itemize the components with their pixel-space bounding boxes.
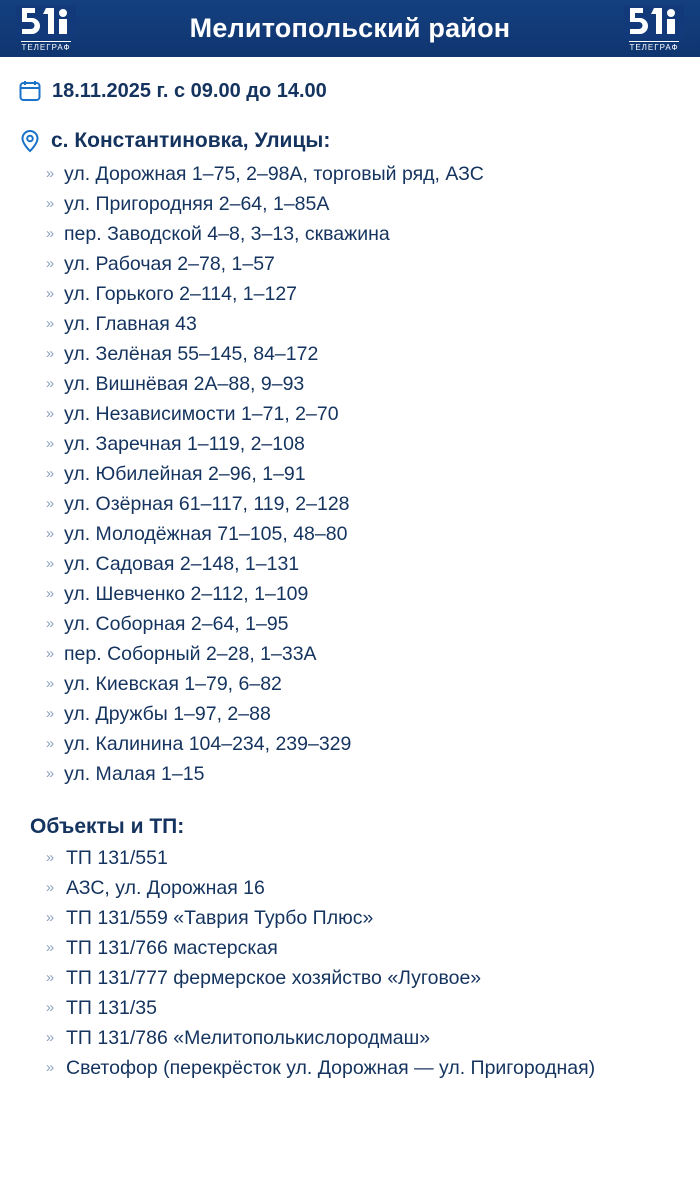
object-item [42, 1023, 682, 1053]
chevron-right-icon: » [45, 405, 55, 422]
objects-section-title: Объекты и ТП: [30, 815, 185, 838]
chevron-right-icon: » [45, 375, 55, 392]
object-item-label: ТП 131/786 «Мелитополькислородмаш» [66, 1027, 431, 1049]
street-item-label: ул. Независимости 1–71, 2–70 [64, 403, 339, 425]
object-item [42, 1053, 682, 1083]
street-item-label: ул. Садовая 2–148, 1–131 [64, 553, 300, 575]
chevron-right-icon: » [45, 615, 55, 632]
chevron-right-icon: » [45, 255, 55, 272]
street-item [42, 279, 682, 309]
street-item-label: ул. Рабочая 2–78, 1–57 [64, 253, 275, 275]
chevron-right-icon: » [45, 525, 55, 542]
schedule-row [18, 79, 682, 103]
chevron-right-icon: » [45, 645, 55, 662]
street-item-label: ул. Молодёжная 71–105, 48–80 [64, 523, 348, 545]
object-item [42, 993, 682, 1023]
page-header [0, 0, 700, 57]
street-item [42, 309, 682, 339]
chevron-right-icon: » [45, 999, 55, 1016]
chevron-right-icon: » [45, 585, 55, 602]
logo-left [10, 4, 82, 54]
street-item-label: ул. Пригородняя 2–64, 1–85А [64, 193, 330, 215]
street-item [42, 729, 682, 759]
chevron-right-icon: » [45, 555, 55, 572]
street-item-label: ул. Зелёная 55–145, 84–172 [64, 343, 319, 365]
chevron-right-icon: » [45, 909, 55, 926]
chevron-right-icon: » [45, 849, 55, 866]
chevron-right-icon: » [45, 765, 55, 782]
street-item-label: ул. Калинина 104–234, 239–329 [64, 733, 352, 755]
street-item-label: ул. Киевская 1–79, 6–82 [64, 673, 282, 695]
street-item [42, 759, 682, 789]
chevron-right-icon: » [45, 1059, 55, 1076]
street-item-label: ул. Соборная 2–64, 1–95 [64, 613, 289, 635]
chevron-right-icon: » [45, 225, 55, 242]
chevron-right-icon: » [45, 969, 55, 986]
street-item [42, 429, 682, 459]
calendar-icon [18, 79, 42, 103]
chevron-right-icon: » [45, 939, 55, 956]
street-item [42, 189, 682, 219]
objects-list [18, 843, 682, 1083]
chevron-right-icon: » [45, 675, 55, 692]
logo-right-subtitle: ТЕЛЕГРАФ [629, 43, 679, 52]
street-item [42, 489, 682, 519]
street-item-label: ул. Дружбы 1–97, 2–88 [64, 703, 271, 725]
street-item [42, 579, 682, 609]
object-item [42, 843, 682, 873]
object-item [42, 933, 682, 963]
street-item [42, 369, 682, 399]
chevron-right-icon: » [45, 495, 55, 512]
street-item [42, 549, 682, 579]
street-item [42, 669, 682, 699]
street-item [42, 609, 682, 639]
street-item-label: ул. Малая 1–15 [64, 763, 205, 785]
street-item-label: ул. Юбилейная 2–96, 1–91 [64, 463, 306, 485]
content-area [0, 57, 700, 1113]
street-item [42, 699, 682, 729]
object-item-label: ТП 131/766 мастерская [66, 937, 278, 959]
street-list [18, 159, 682, 789]
logo-right [618, 4, 690, 54]
street-item [42, 159, 682, 189]
street-item-label: ул. Вишнёвая 2А–88, 9–93 [64, 373, 305, 395]
street-item [42, 639, 682, 669]
chevron-right-icon: » [45, 285, 55, 302]
chevron-right-icon: » [45, 1029, 55, 1046]
object-item-label: ТП 131/35 [66, 997, 157, 1019]
chevron-right-icon: » [45, 165, 55, 182]
chevron-right-icon: » [45, 345, 55, 362]
street-item-label: ул. Главная 43 [64, 313, 197, 335]
telegraph-logo-icon [624, 5, 684, 39]
location-title: с. Константиновка, Улицы: [51, 129, 331, 152]
location-row [18, 129, 682, 153]
street-item [42, 339, 682, 369]
object-item-label: АЗС, ул. Дорожная 16 [66, 877, 265, 899]
object-item [42, 963, 682, 993]
chevron-right-icon: » [45, 435, 55, 452]
street-item [42, 219, 682, 249]
street-item [42, 519, 682, 549]
street-item-label: ул. Горького 2–114, 1–127 [64, 283, 298, 305]
chevron-right-icon: » [45, 735, 55, 752]
chevron-right-icon: » [45, 879, 55, 896]
object-item-label: ТП 131/551 [66, 847, 168, 869]
schedule-text: 18.11.2025 г. с 09.00 до 14.00 [52, 79, 327, 102]
street-item-label: ул. Заречная 1–119, 2–108 [64, 433, 305, 455]
object-item-label: Светофор (перекрёсток ул. Дорожная — ул. Пригородная) [66, 1057, 596, 1079]
street-item [42, 399, 682, 429]
street-item [42, 459, 682, 489]
object-item-label: ТП 131/777 фермерское хозяйство «Луговое» [66, 967, 482, 989]
chevron-right-icon: » [45, 315, 55, 332]
chevron-right-icon: » [45, 465, 55, 482]
street-item-label: пер. Заводской 4–8, 3–13, скважина [64, 223, 390, 245]
street-item-label: ул. Дорожная 1–75, 2–98А, торговый ряд, АЗС [64, 163, 484, 185]
telegraph-logo-icon [16, 5, 76, 39]
street-item [42, 249, 682, 279]
chevron-right-icon: » [45, 195, 55, 212]
logo-left-subtitle: ТЕЛЕГРАФ [21, 43, 71, 52]
map-pin-icon [18, 129, 42, 153]
page-title: Мелитопольский район [189, 13, 511, 43]
street-item-label: пер. Соборный 2–28, 1–33А [64, 643, 317, 665]
object-item [42, 903, 682, 933]
street-item-label: ул. Шевченко 2–112, 1–109 [64, 583, 309, 605]
street-item-label: ул. Озёрная 61–117, 119, 2–128 [64, 493, 350, 515]
chevron-right-icon: » [45, 705, 55, 722]
object-item-label: ТП 131/559 «Таврия Турбо Плюс» [66, 907, 374, 929]
object-item [42, 873, 682, 903]
